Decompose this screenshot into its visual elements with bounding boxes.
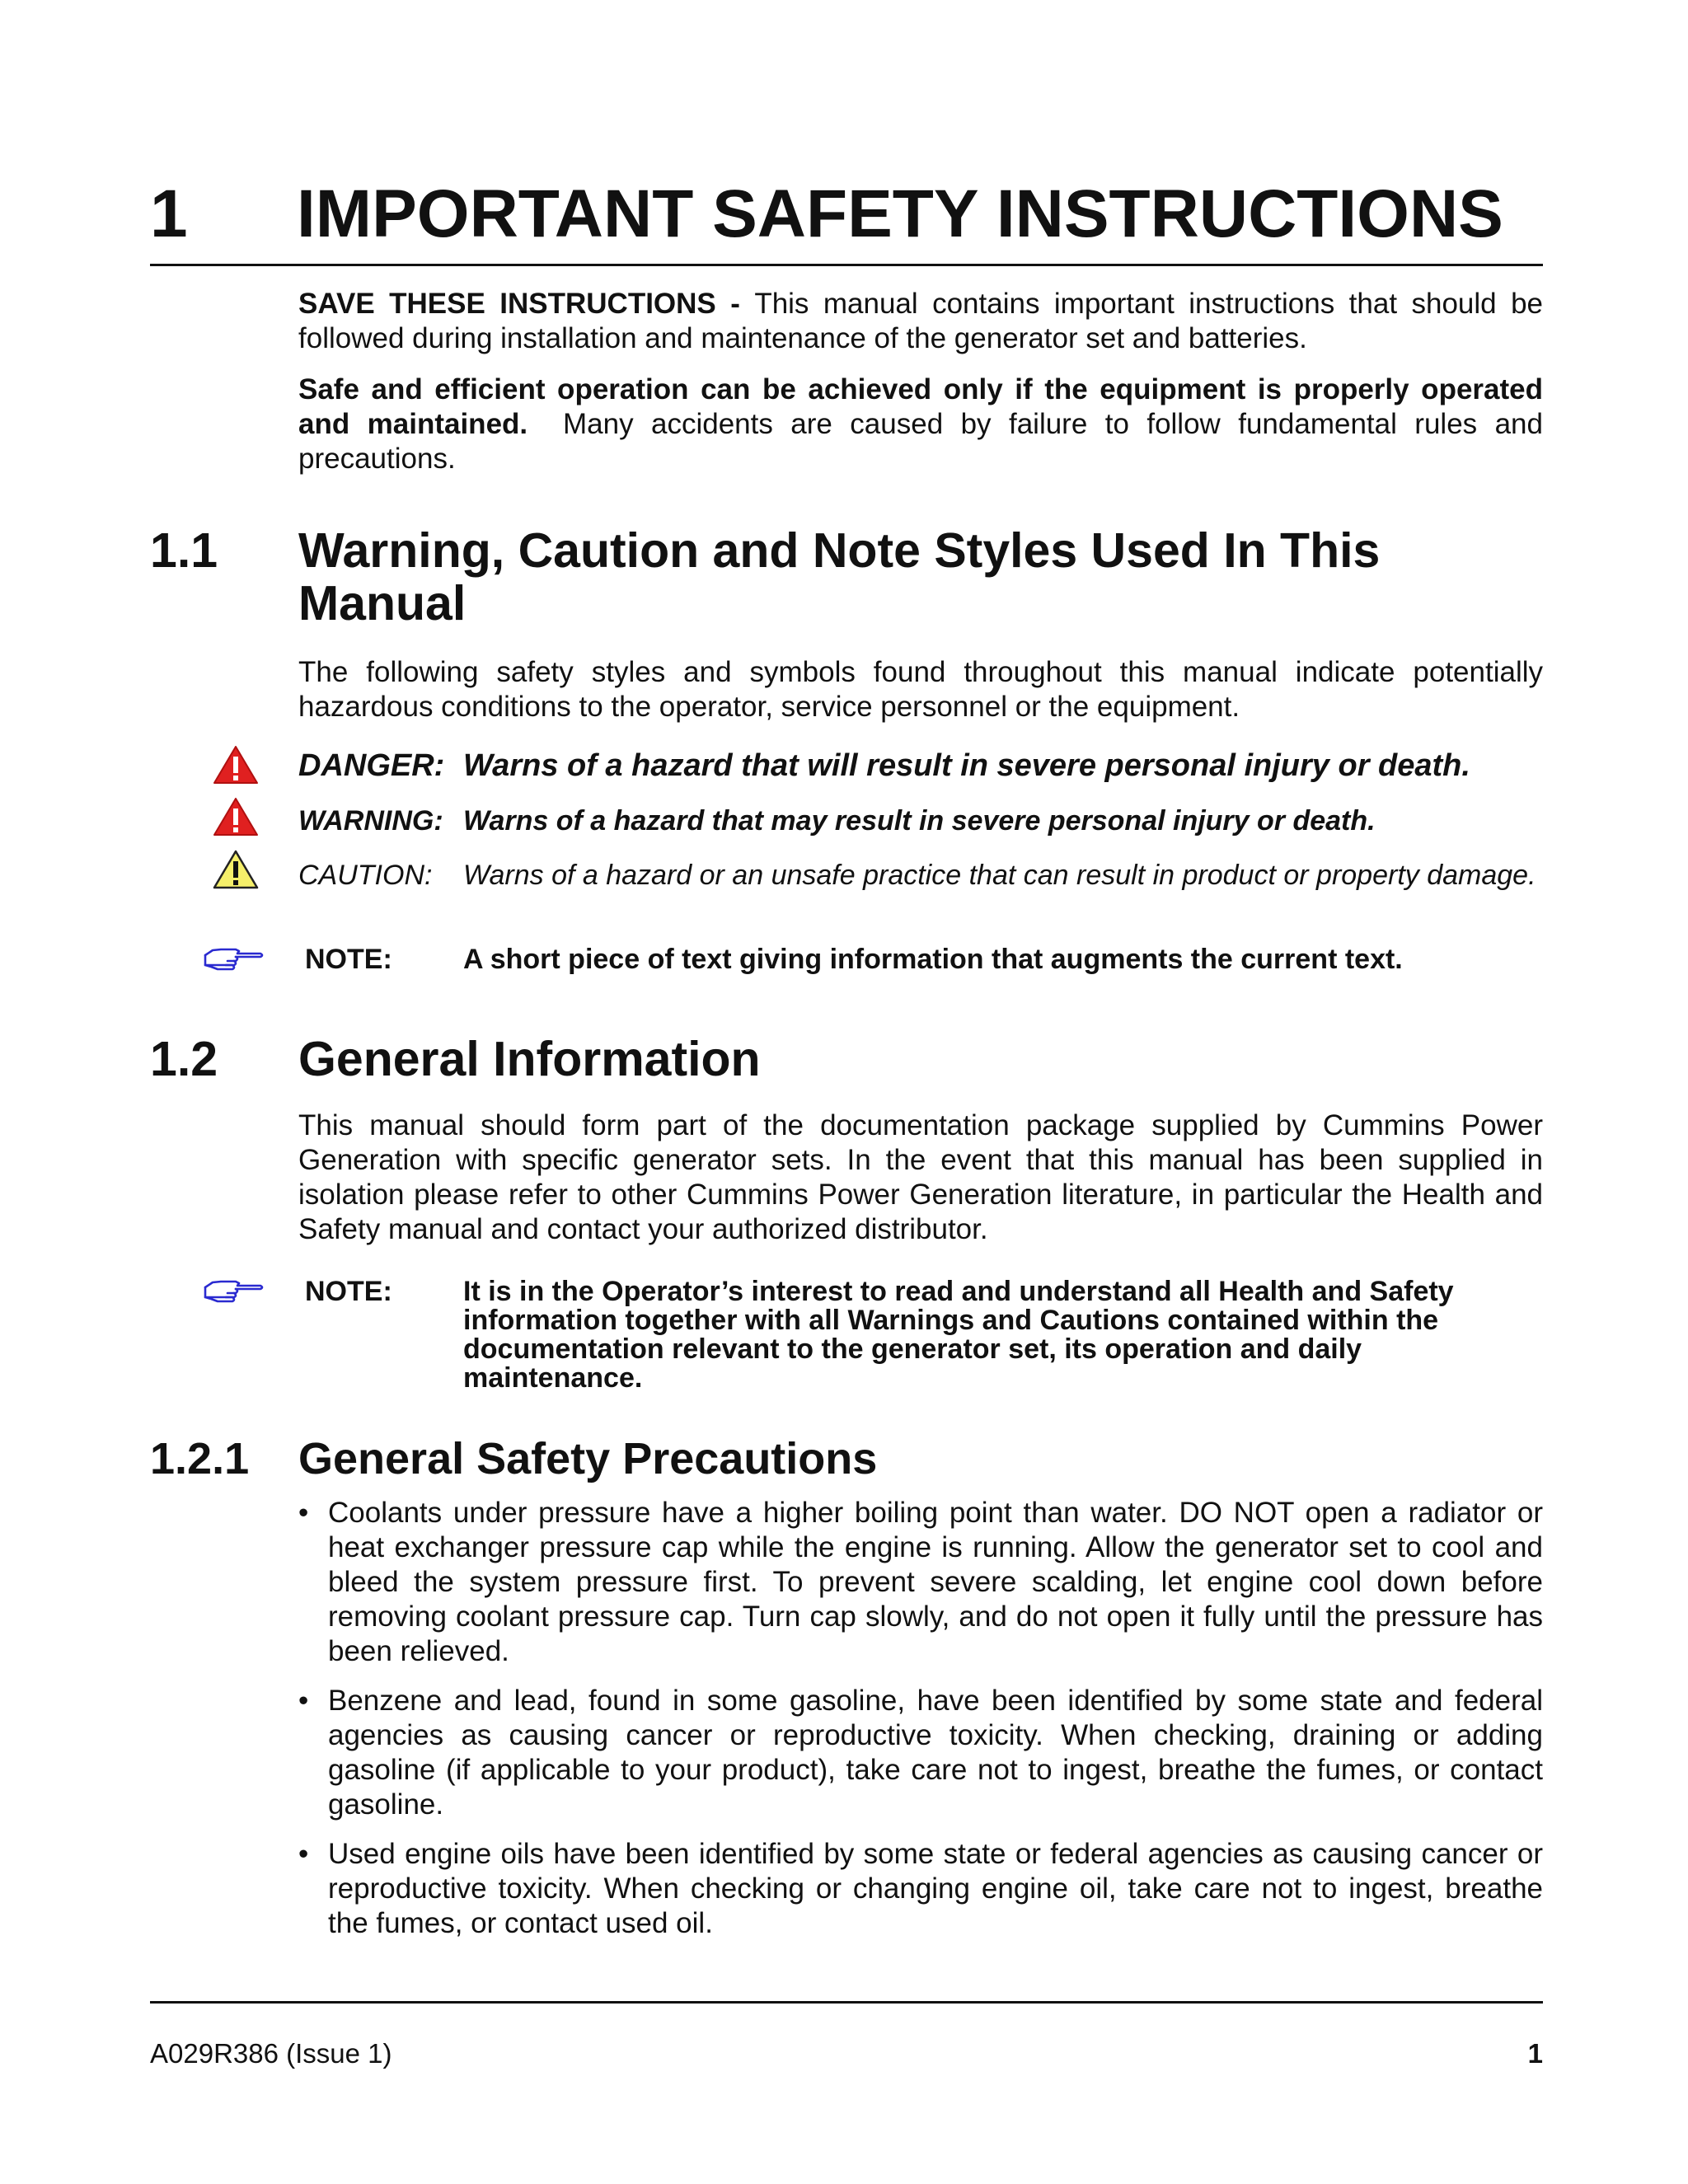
section-1-1-text: The following safety styles and symbols found throughout this manual indicate potentially hazardous conditions to the operator, service personnel or the equipment. [298,656,1543,723]
danger-text: Warns of a hazard that will result in severe personal injury or death. [463,748,1470,783]
note-label-2: NOTE: [305,1276,392,1307]
section-1-2-title: General Information [298,1032,761,1086]
section-1-1-number: 1.1 [150,523,218,578]
caution-notice [298,861,1543,919]
section-1-2-1-number: 1.2.1 [150,1434,250,1483]
chapter-rule [150,264,1543,266]
section-1-2-heading [150,1033,1543,1085]
chapter-title: IMPORTANT SAFETY INSTRUCTIONS [297,176,1503,251]
safe-operation-paragraph [298,373,1551,476]
footer-page-number: 1 [1527,2038,1543,2069]
save-instructions-lead: SAVE THESE INSTRUCTIONS - [298,288,755,320]
footer-doc-id: A029R386 (Issue 1) [150,2038,392,2069]
save-instructions-paragraph [298,287,1543,356]
section-1-2-number: 1.2 [150,1032,218,1086]
danger-triangle-icon [213,744,259,785]
warning-triangle-icon [213,796,259,837]
caution-triangle-icon [213,849,259,890]
danger-notice [298,748,1543,784]
bullet-icon: • [298,1497,309,1529]
section-1-2-text: This manual should form part of the documentation package supplied by Cummins Power Generation with specific generator sets. In the event that this manual has been supplied in isolation please refer to other Cummins Power Generation literature, in particular the Health and Safety manual and contact your authorized distributor. [298,1109,1543,1245]
danger-label: DANGER: [298,748,445,783]
footer-rule [150,2001,1543,2004]
pointing-hand-icon [203,942,265,975]
list-item-text: Coolants under pressure have a higher boiling point than water. DO NOT open a radiator or heat exchanger pressure cap while the engine is running. Allow the generator set to cool and bleed the system pressure first. To prevent severe scalding, let engine cool down before removing coolant pressure cap. Turn cap slowly, and do not open it fully until the pressure has been relieved. [328,1497,1543,1667]
chapter-number: 1 [150,176,188,251]
list-item [298,1496,1543,1669]
list-item [298,1684,1543,1822]
bullet-icon: • [298,1685,309,1717]
section-1-2-1-heading [150,1432,1543,1485]
caution-label: CAUTION: [298,860,433,891]
chapter-heading [150,175,1543,254]
section-1-1-heading [150,524,1543,631]
list-item-text: Used engine oils have been identified by some state or federal agencies as causing cancer or reproductive toxicity. When checking or changing engine oil, take care not to ingest, breathe the fumes, or contact used oil. [328,1838,1543,1939]
pointing-hand-icon [203,1274,265,1307]
note-text-1: A short piece of text giving information that augments the current text. [463,944,1403,975]
list-item-text: Benzene and lead, found in some gasoline, have been identified by some state and federal agencies as causing cancer or reproductive toxicity. When checking, draining or adding gasoline (if applicable to your product), take care not to ingest, breathe the fumes, or contact gasoline. [328,1685,1543,1821]
note-text-2: It is in the Operator’s interest to read and understand all Health and Safety information together with all Warnings and Cautions contained within the documentation relevant to the generator set, its operation and daily maintenance. [463,1276,1454,1394]
note-notice-2 [305,1277,1543,1393]
note-label-1: NOTE: [305,944,392,975]
safety-precautions-list [298,1496,1543,1956]
warning-text: Warns of a hazard that may result in severe personal injury or death. [463,805,1376,837]
safe-operation-text: Many accidents are caused by failure to follow fundamental rules and precautions. [298,408,1551,475]
safe-operation-lead: Safe and efficient operation can be achieved only if the equipment is properly operated and maintained. [298,373,1543,440]
section-1-2-1-title: General Safety Precautions [298,1434,878,1483]
section-1-1-title: Warning, Caution and Note Styles Used In This Manual [298,523,1381,630]
list-item [298,1837,1543,1941]
warning-notice [298,804,1543,837]
bullet-icon: • [298,1838,309,1870]
caution-text: Warns of a hazard or an unsafe practice that can result in product or property damage. [463,860,1536,891]
save-instructions-text: This manual contains important instructions that should be followed during installation and maintenance of the generator set and batteries. [298,288,1543,354]
note-notice-1 [305,945,1543,975]
warning-label: WARNING: [298,805,443,837]
